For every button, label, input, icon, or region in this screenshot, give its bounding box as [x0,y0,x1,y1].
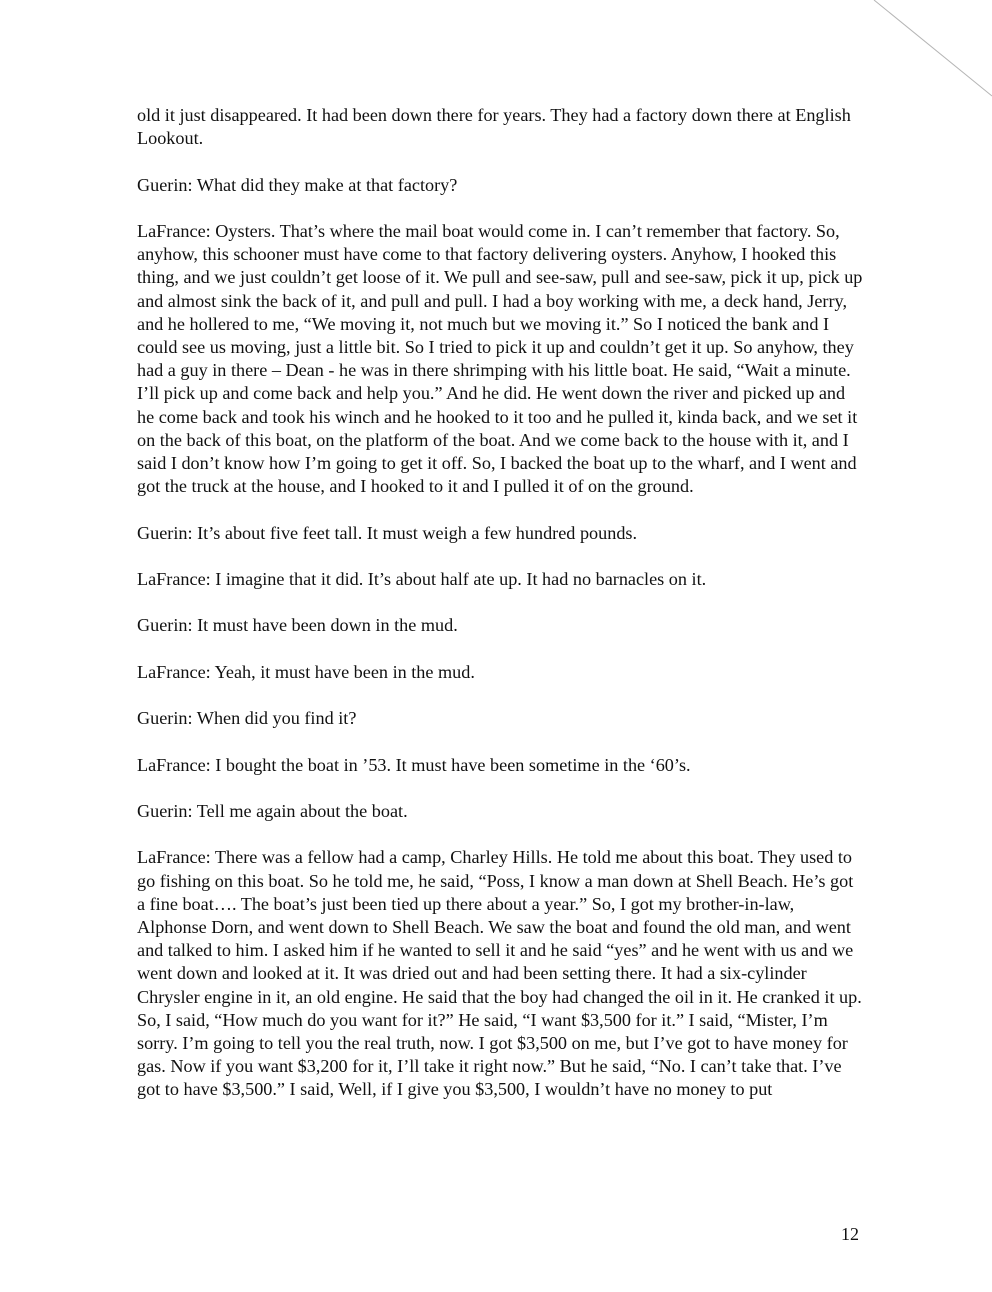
transcript-paragraph: old it just disappeared. It had been down there for years. They had a factory down there at English Lookout. [137,105,851,149]
page-number: 12 [841,1224,859,1244]
transcript-paragraph: LaFrance: Oysters. That’s where the mail boat would come in. I can’t remember that factory. So, anyhow, this schooner must have come to that factory delivering oysters. Anyhow, I hooked this thing, and we just couldn’t get loose of it. We pull and see-saw, pull and see-saw, pick it up, pick up and almost sink the back of it, and pull and pull. I had a boy working with me, a deck hand, Jerry, and he hollered to me, “We moving it, not much but we moving it.” So I noticed the bank and I could see us moving, just a little bit. So I tried to pick it up and couldn’t get it up. So anyhow, they had a guy in there – Dean - he was in there shrimping with his little boat. He said, “Wait a minute. I’ll pick up and come back and help you.” And he did. He went down the river and picked up and he come back and took his winch and he hooked to it too and he pulled it, kinda back, and we set it on the back of this boat, on the platform of the boat. And we come back to the house with it, and I said I don’t know how I’m going to get it off. So, I backed the boat up to the wharf, and I went and got the truck at the house, and I hooked to it and I pulled it of on the ground. [137,220,863,497]
transcript-paragraph: Guerin: It must have been down in the mud. [137,615,458,636]
transcript-paragraph: Guerin: It’s about five feet tall. It must weigh a few hundred pounds. [137,522,638,543]
scan-corner-line [872,0,992,100]
transcript-paragraph: LaFrance: There was a fellow had a camp, Charley Hills. He told me about this boat. They used to go fishing on this boat. So he told me, he said, “Poss, I know a man down at Shell Beach. He’s got a fine boat…. The boat’s just been tied up there about a year.” So, I got my brother-in-law, Alphonse Dorn, and went down to Shell Beach. We saw the boat and found the old man, and went and talked to him. I asked him if he wanted to sell it and he said “yes” and he went with us and we went down and looked at it. It was dried out and had been setting there. It had a six-cylinder Chrysler engine in it, an old engine. He said that the boy had changed the oil in it. He cranked it up. So, I said, “How much do you want for it?” He said, “I want $3,500 for it.” I said, “Mister, I’m sorry. I’m going to tell you the real truth, now. I got $3,500 on me, but I’ve got to have money for gas. Now if you want $3,200 for it, I’ll take it right now.” But he said, “No. I can’t take that. I’ve got to have $3,500.” I said, Well, if I give you $3,500, I wouldn’t have no money to put [137,847,862,1100]
transcript-body [137,104,865,1102]
transcript-paragraph: LaFrance: Yeah, it must have been in the mud. [137,661,475,682]
transcript-paragraph: Guerin: Tell me again about the boat. [137,800,408,821]
transcript-paragraph: LaFrance: I imagine that it did. It’s about half ate up. It had no barnacles on it. [137,569,707,589]
transcript-paragraph: LaFrance: I bought the boat in ’53. It must have been sometime in the ‘60’s. [137,754,691,775]
transcript-paragraph: Guerin: When did you find it? [137,708,357,729]
transcript-paragraph: Guerin: What did they make at that factory? [137,174,458,195]
